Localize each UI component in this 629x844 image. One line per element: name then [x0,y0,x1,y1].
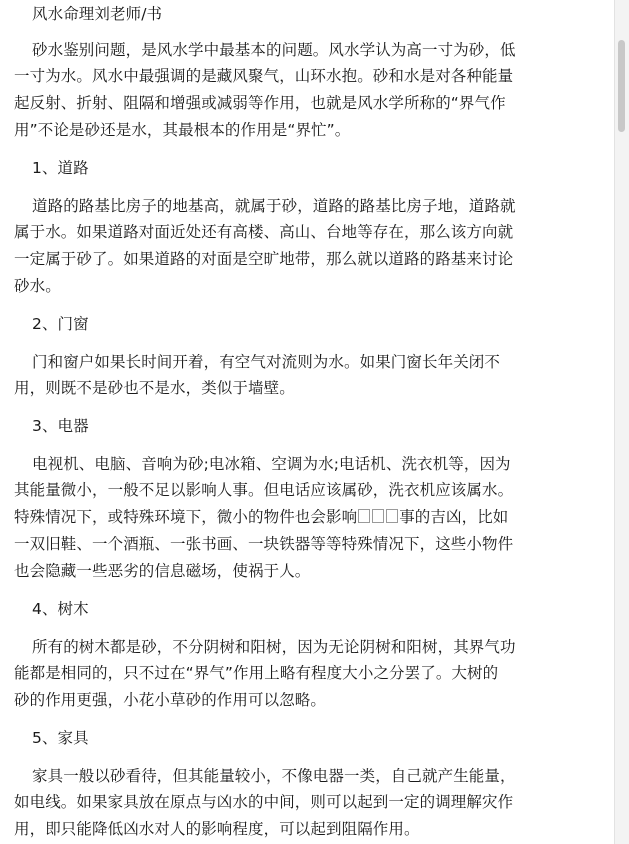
paragraph-line: 属于水。如果道路对面近处还有高楼、高山、台地等存在，那么该方向就 [14,223,514,241]
paragraph-line: 砂的作用更强，小花小草砂的作用可以忽略。 [14,691,327,709]
paragraph-line [14,504,508,530]
intro-line: 起反射、折射、阻隔和增强或减弱等作用，也就是风水学所称的“界气作 [14,94,506,112]
paragraph-line: 如电线。如果家具放在原点与凶水的中间，则可以起到一定的调理解灾作 [14,793,514,811]
section-heading: 1、道路 [32,159,89,177]
section-heading: 2、门窗 [32,315,89,333]
paragraph-line: 所有的树木都是砂，不分阴树和阳树，因为无论阴树和阳树，其界气功 [32,638,516,656]
paragraph-line: 也会隐藏一些恶劣的信息磁场，使祸于人。 [14,562,311,580]
missing-glyph-icon [386,509,398,523]
missing-glyph-icon [372,509,384,523]
paragraph-line: 用，即只能降低凶水对人的影响程度，可以起到阻隔作用。 [14,820,420,838]
paragraph-line: 门和窗户如果长时间开着，有空气对流则为水。如果门窗长年关闭不 [32,353,501,371]
missing-glyph-icon [358,509,370,523]
paragraph-line: 电视机、电脑、音响为砂;电冰箱、空调为水;电话机、洗衣机等，因为 [32,455,511,473]
intro-line: 砂水鉴别问题，是风水学中最基本的问题。风水学认为高一寸为砂，低 [32,41,516,59]
paragraph-line: 砂水。 [14,277,61,295]
paragraph-line: 道路的路基比房子的地基高，就属于砂，道路的路基比房子地，道路就 [32,197,516,215]
scrollbar-thumb[interactable] [618,40,625,132]
paragraph-text: 特殊情况下，或特殊环境下，微小的物件也会影响 [14,508,358,526]
intro-line: 一寸为水。风水中最强调的是藏风聚气，山环水抱。砂和水是对各种能量 [14,67,514,85]
paragraph-text: 事的吉凶，比如 [399,508,509,526]
byline: 风水命理刘老师/书 [32,5,163,23]
paragraph-line: 其能量微小，一般不足以影响人事。但电话应该属砂，洗衣机应该属水。 [14,481,514,499]
paragraph-line: 能都是相同的，只不过在“界气”作用上略有程度大小之分罢了。大树的 [14,664,499,682]
intro-line: 用”不论是砂还是水，其最根本的作用是“界忙”。 [14,121,351,139]
vertical-scrollbar[interactable] [614,0,629,844]
section-heading: 5、家具 [32,729,89,747]
paragraph-line: 家具一般以砂看待，但其能量较小，不像电器一类，自己就产生能量， [32,767,516,785]
paragraph-line: 用，则既不是砂也不是水，类似于墙壁。 [14,379,295,397]
paragraph-line: 一双旧鞋、一个酒瓶、一张书画、一块铁器等等特殊情况下，这些小物件 [14,535,514,553]
paragraph-line: 一定属于砂了。如果道路的对面是空旷地带，那么就以道路的路基来讨论 [14,250,514,268]
section-heading: 3、电器 [32,417,89,435]
section-heading: 4、树木 [32,600,89,618]
